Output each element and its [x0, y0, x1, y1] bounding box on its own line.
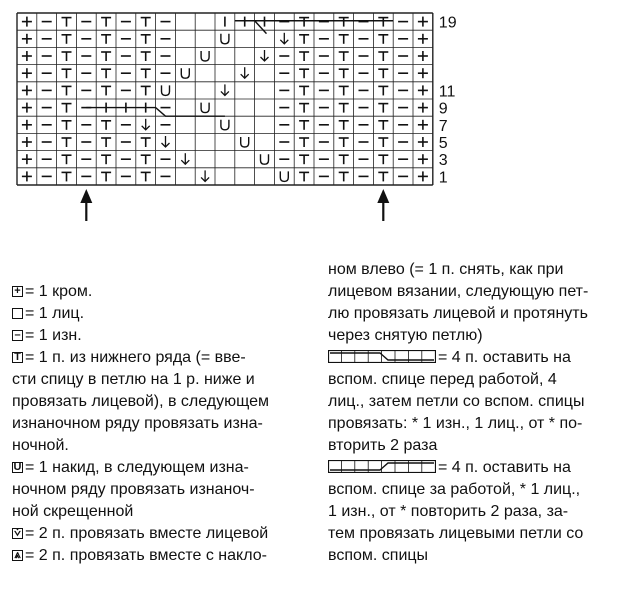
legend-text: изнаночном ряду провязать изна- [12, 415, 263, 432]
legend-text: тем провязать лицевыми петли со [328, 525, 584, 542]
legend-line [12, 325, 82, 347]
yarn-over-mark [201, 51, 209, 61]
legend-text: = 1 кром. [25, 283, 93, 300]
legend-text: = 1 лиц. [25, 305, 85, 322]
arrow-head [377, 189, 389, 203]
legend-line [12, 303, 84, 325]
row-number: 3 [438, 152, 448, 170]
legend-line [12, 501, 133, 523]
legend-line [12, 369, 255, 391]
legend-line [12, 545, 267, 567]
legend-line [328, 259, 563, 281]
arrow-head [80, 189, 92, 203]
legend-text: ном влево (= 1 п. снять, как при [328, 261, 564, 278]
cable-line-top [235, 21, 267, 34]
legend-text: = 4 п. оставить на [438, 349, 571, 366]
legend-text: вспом. спицы [328, 547, 429, 564]
legend-line [12, 523, 268, 545]
legend-text: = 4 п. оставить на [438, 459, 571, 476]
legend-text: вспом. спице перед работой, 4 [328, 371, 557, 388]
legend-text: провязать лицевой), в следующем [12, 393, 270, 410]
legend-line [328, 281, 588, 303]
legend-text: = 1 накид, в следующем изна- [25, 459, 249, 476]
knitting-chart [0, 0, 638, 240]
legend-line [12, 347, 246, 369]
yarn-over-mark [221, 120, 229, 130]
legend-line [328, 303, 588, 325]
row-number: 19 [438, 14, 457, 32]
yarn-over-mark [261, 154, 269, 164]
legend-line [12, 281, 92, 303]
row-number: 1 [438, 169, 448, 187]
legend-line [12, 391, 269, 413]
legend-line [328, 369, 557, 391]
legend-text: 1 изн., от * повторить 2 раза, за- [328, 503, 569, 520]
legend-line [328, 523, 583, 545]
legend-symbol-icon: ⩒ [12, 528, 23, 539]
yarn-over-mark [181, 68, 189, 78]
yarn-over-mark [201, 103, 209, 113]
legend-line [328, 545, 428, 567]
row-number: 11 [438, 83, 456, 101]
legend-line [12, 413, 263, 435]
legend-symbol-icon: U [13, 461, 22, 473]
legend-text: вспом. спице за работой, * 1 лиц., [328, 481, 581, 498]
legend-text: лиц., затем петли со вспом. спицы [328, 393, 585, 410]
legend-symbol-icon: + [12, 286, 23, 297]
cable-symbol-icon [328, 350, 436, 363]
legend-line [328, 501, 568, 523]
legend-text: ночной. [12, 437, 69, 454]
legend-text: = 2 п. провязать вместе лицевой [25, 525, 269, 542]
legend-line [328, 457, 571, 479]
legend-text: через снятую петлю) [328, 327, 483, 344]
yarn-over-mark [162, 85, 170, 95]
legend-line [328, 347, 571, 369]
legend-text: лю провязать лицевой и протянуть [328, 305, 588, 322]
cable-symbol-icon [328, 460, 436, 473]
legend-line [328, 435, 437, 457]
legend-text: вторить 2 раза [328, 437, 438, 454]
legend-text: ночном ряду провязать изнаноч- [12, 481, 255, 498]
row-number: 9 [438, 100, 448, 118]
legend-text: ной скрещенной [12, 503, 134, 520]
legend-line [328, 413, 582, 435]
row-number: 5 [438, 135, 448, 152]
legend-text: = 2 п. провязать вместе с накло- [25, 547, 267, 564]
legend-line [328, 325, 483, 347]
legend-line [12, 435, 69, 457]
legend-line [12, 457, 249, 479]
yarn-over-mark [280, 171, 288, 181]
legend-line [328, 391, 584, 413]
legend-line [328, 479, 580, 501]
legend-symbol-icon: – [12, 330, 23, 341]
yarn-over-mark [241, 137, 249, 147]
legend-symbol-icon: ⩓ [12, 550, 23, 561]
row-number: 7 [438, 117, 448, 135]
legend-text: лицевом вязании, следующую пет- [328, 283, 589, 300]
legend-line [12, 479, 255, 501]
legend-symbol-icon [12, 308, 23, 319]
legend-text: = 1 п. из нижнего ряда (= вве- [25, 349, 246, 366]
legend-text: = 1 изн. [25, 327, 82, 344]
legend-symbol-icon: T [12, 352, 23, 363]
yarn-over-mark [221, 34, 229, 44]
legend-text: провязать: * 1 изн., 1 лиц., от * по- [328, 415, 583, 432]
legend-text: сти спицу в петлю на 1 р. ниже и [12, 371, 255, 388]
